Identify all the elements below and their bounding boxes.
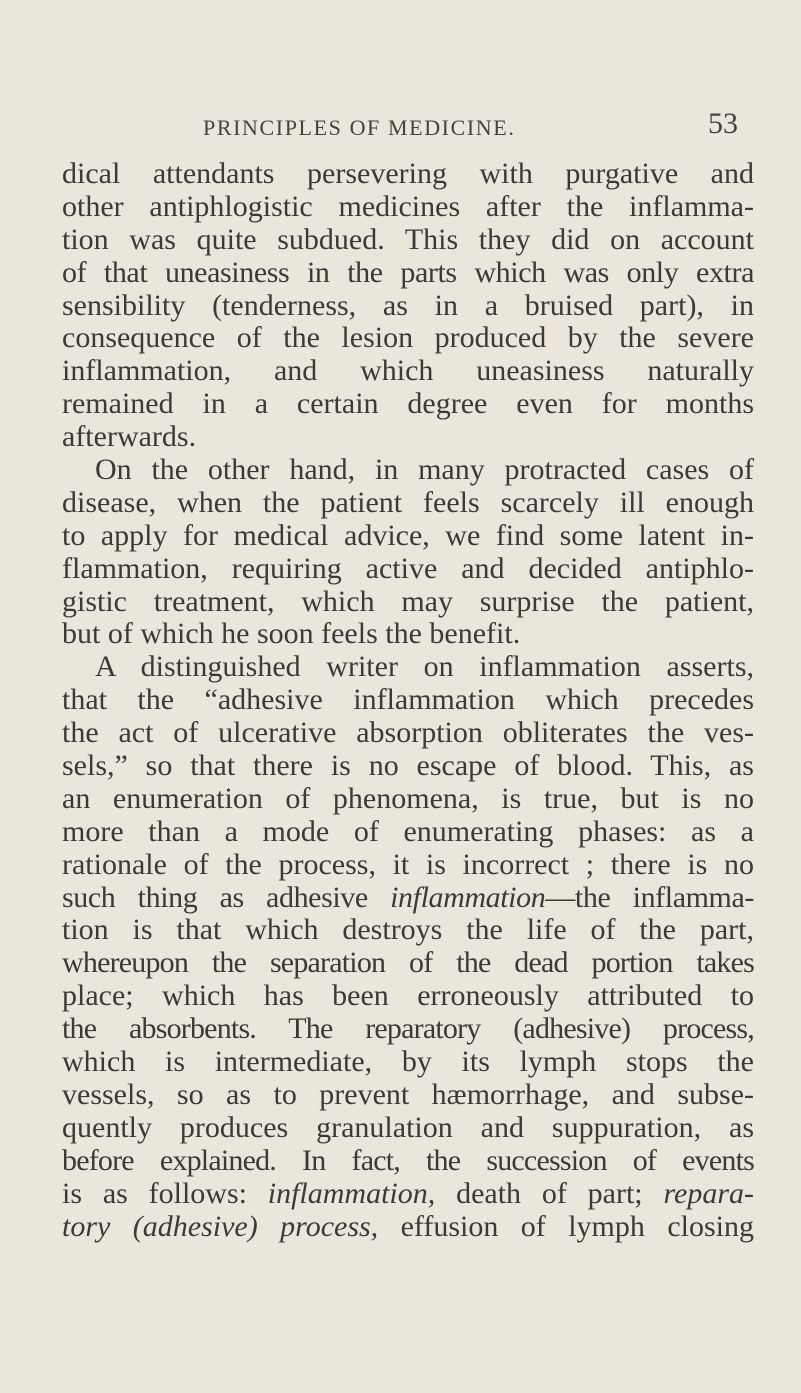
text-line bbox=[62, 322, 754, 355]
text-segment: before explained. In fact, the succession of events bbox=[62, 1143, 754, 1177]
text-segment: which is intermediate, by its lymph stops the bbox=[62, 1045, 754, 1079]
text-line bbox=[62, 947, 754, 980]
text-line bbox=[62, 487, 754, 520]
text-segment: place; which has been erroneously attributed to bbox=[62, 979, 754, 1013]
text-segment: is as follows: bbox=[62, 1176, 268, 1210]
text-line bbox=[62, 717, 754, 750]
text-line bbox=[62, 257, 754, 290]
text-line bbox=[62, 1046, 754, 1079]
text-segment: such thing as adhesive bbox=[62, 880, 391, 914]
italic-text: tory (adhesive) process, bbox=[62, 1209, 379, 1243]
text-line bbox=[62, 421, 754, 454]
running-title: PRINCIPLES OF MEDICINE. bbox=[203, 115, 516, 140]
text-segment: the act of ulcerative absorption obliterates the ves- bbox=[62, 716, 754, 750]
text-line bbox=[62, 454, 754, 487]
text-segment: of that uneasiness in the parts which was only extra bbox=[62, 255, 754, 289]
text-segment: quently produces granulation and suppuration, as bbox=[62, 1110, 754, 1144]
text-segment: tion was quite subdued. This they did on account bbox=[62, 222, 754, 256]
text-segment: rationale of the process, it is incorrect ; there is no bbox=[62, 847, 754, 881]
text-line bbox=[62, 191, 754, 224]
text-segment: remained in a certain degree even for months bbox=[62, 387, 754, 421]
text-line bbox=[62, 1112, 754, 1145]
text-line bbox=[62, 849, 754, 882]
text-segment: the absorbents. The reparatory (adhesive) process, bbox=[62, 1012, 754, 1046]
text-line bbox=[62, 750, 754, 783]
text-segment: but of which he soon feels the benefit. bbox=[62, 617, 521, 651]
text-line bbox=[62, 520, 754, 553]
text-segment: whereupon the separation of the dead portion takes bbox=[62, 946, 754, 980]
text-segment: consequence of the lesion produced by the severe bbox=[62, 321, 754, 355]
text-line bbox=[62, 1211, 754, 1244]
text-segment: an enumeration of phenomena, is true, but is no bbox=[62, 781, 754, 815]
text-line bbox=[62, 388, 754, 421]
text-line bbox=[62, 684, 754, 717]
text-segment: vessels, so as to prevent hæmorrhage, and subse- bbox=[62, 1077, 754, 1111]
text-line bbox=[62, 1178, 754, 1211]
text-line bbox=[62, 980, 754, 1013]
text-line bbox=[62, 586, 754, 619]
text-line bbox=[62, 882, 754, 915]
text-line bbox=[62, 224, 754, 257]
text-line bbox=[62, 553, 754, 586]
text-segment: more than a mode of enumerating phases: as a bbox=[62, 814, 754, 848]
text-line bbox=[62, 651, 754, 684]
page-header bbox=[0, 103, 801, 143]
italic-text: inflammation bbox=[390, 880, 546, 914]
text-segment: A distinguished writer on inflammation asserts, bbox=[95, 650, 754, 684]
text-line bbox=[62, 158, 754, 191]
text-line bbox=[62, 816, 754, 849]
text-line bbox=[62, 914, 754, 947]
text-segment: dical attendants persevering with purgative and bbox=[62, 157, 754, 190]
text-segment: inflammation, and which uneasiness naturally bbox=[62, 354, 754, 388]
text-segment: that the “adhesive inflammation which precedes bbox=[62, 683, 754, 717]
page-number: 53 bbox=[708, 107, 738, 140]
text-line bbox=[62, 290, 754, 323]
text-segment: flammation, requiring active and decided antiphlo- bbox=[62, 551, 754, 585]
text-line bbox=[62, 618, 754, 651]
text-segment: tion is that which destroys the life of the part, bbox=[62, 913, 754, 947]
text-segment: gistic treatment, which may surprise the patient, bbox=[62, 584, 754, 618]
body-text bbox=[62, 158, 754, 1243]
text-segment: disease, when the patient feels scarcely ill enough bbox=[62, 485, 754, 519]
text-line bbox=[62, 1013, 754, 1046]
text-segment: to apply for medical advice, we find some latent in- bbox=[62, 518, 754, 552]
text-segment: sensibility (tenderness, as in a bruised part), in bbox=[62, 288, 754, 322]
text-segment: afterwards. bbox=[62, 420, 197, 454]
text-line bbox=[62, 1079, 754, 1112]
text-segment: sels,” so that there is no escape of blood. This, as bbox=[62, 749, 754, 783]
text-line bbox=[62, 1145, 754, 1178]
text-segment: —the inflamma- bbox=[545, 880, 754, 914]
italic-text: repara- bbox=[663, 1176, 754, 1210]
text-segment: On the other hand, in many protracted cases of bbox=[95, 453, 754, 487]
text-segment: effusion of lymph closing bbox=[378, 1209, 754, 1243]
text-line bbox=[62, 783, 754, 816]
text-segment: other antiphlogistic medicines after the inflamma- bbox=[62, 189, 754, 223]
text-segment: death of part; bbox=[435, 1176, 664, 1210]
text-line bbox=[62, 355, 754, 388]
italic-text: inflammation, bbox=[267, 1176, 436, 1210]
